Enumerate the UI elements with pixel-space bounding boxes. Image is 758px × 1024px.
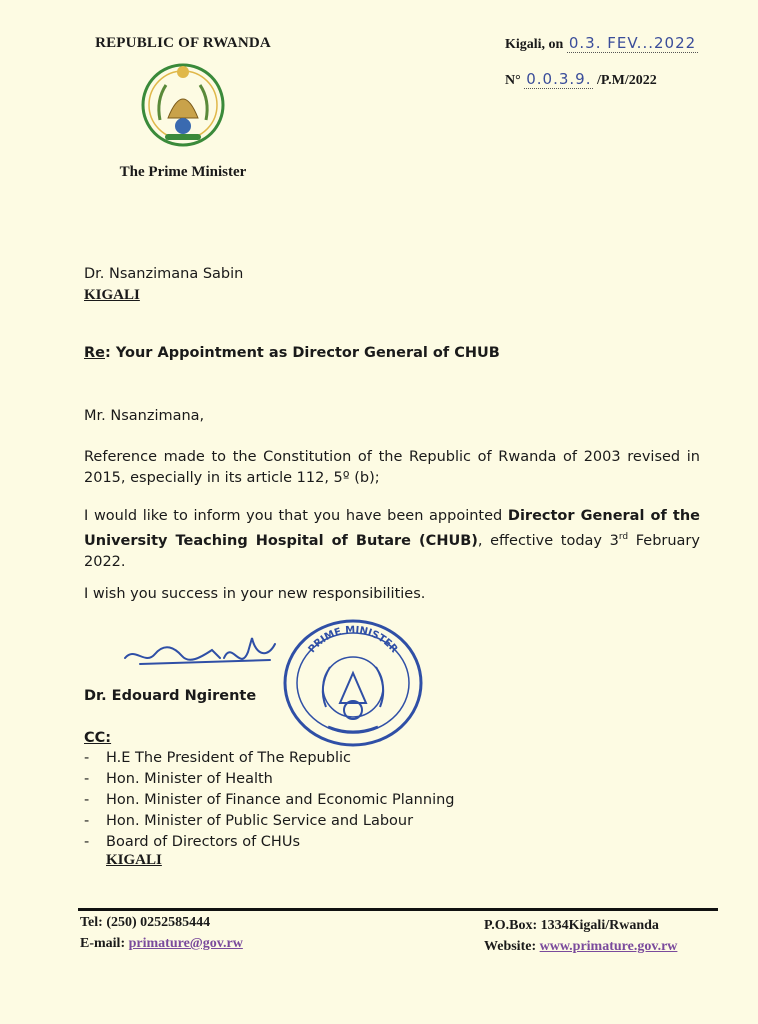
- po-box: P.O.Box: 1334Kigali/Rwanda: [484, 918, 659, 933]
- subject-line: [84, 345, 500, 361]
- subject-re: Re: [84, 345, 105, 361]
- footer-tel: [80, 912, 243, 933]
- footer-address: [484, 915, 677, 957]
- reference-number-line: [505, 70, 705, 106]
- email-label: E-mail:: [80, 936, 126, 951]
- subject-text: : Your Appointment as Director General of CHUB: [105, 345, 500, 361]
- appointment-text-start: I would like to inform you that you have been appointed: [84, 508, 508, 524]
- cc-item: - Hon. Minister of Finance and Economic Planning: [84, 790, 455, 811]
- website-link[interactable]: www.primature.gov.rw: [539, 939, 678, 954]
- cc-city: KIGALI: [106, 852, 162, 868]
- appointment-position: Director General of the University Teaching Hospital of Butare (CHUB): [84, 508, 700, 549]
- number-prefix: N°: [505, 73, 521, 88]
- handwritten-number: 0.0.3.9.: [526, 70, 592, 88]
- signer-name: Dr. Edouard Ngirente: [84, 688, 257, 704]
- place-label: Kigali, on: [505, 37, 564, 52]
- website-label: Website:: [484, 939, 537, 954]
- cc-item: - Board of Directors of CHUs: [84, 832, 455, 853]
- national-emblem-icon: [138, 60, 228, 150]
- cc-list: [84, 748, 455, 853]
- paragraph-reference: Reference made to the Constitution of the Republic of Rwanda of 2003 revised in 2015, especially in its article 112, 5º (b);: [84, 449, 700, 486]
- footer-email: [80, 933, 243, 954]
- recipient-city: KIGALI: [84, 287, 140, 303]
- appointment-text-mid: , effective today 3: [477, 532, 619, 549]
- appointment-text-end: February 2022.: [84, 532, 700, 570]
- ordinal-suffix: rd: [618, 532, 629, 542]
- salutation: Mr. Nsanzimana,: [84, 408, 205, 424]
- handwritten-signature: [120, 628, 290, 678]
- footer-website: [484, 936, 677, 957]
- recipient-name: Dr. Nsanzimana Sabin: [84, 266, 244, 282]
- cc-heading: CC:: [84, 730, 112, 746]
- cc-item: - H.E The President of The Republic: [84, 748, 455, 769]
- date-line: [505, 34, 705, 70]
- tel-value: (250) 0252585444: [106, 915, 211, 930]
- country-name: REPUBLIC OF RWANDA: [95, 35, 271, 51]
- email-link[interactable]: primature@gov.rw: [128, 936, 243, 951]
- paragraph-closing: I wish you success in your new responsibilities.: [84, 586, 426, 602]
- tel-label: Tel:: [80, 915, 103, 930]
- cc-item: - Hon. Minister of Health: [84, 769, 455, 790]
- office-title: The Prime Minister: [119, 164, 247, 180]
- cc-item: - Hon. Minister of Public Service and Labour: [84, 811, 455, 832]
- letterhead-right: [505, 34, 705, 106]
- paragraph-appointment: [84, 506, 700, 573]
- number-suffix: /P.M/2022: [596, 73, 657, 88]
- footer-divider: [78, 908, 718, 911]
- letterhead-left: [78, 35, 288, 181]
- footer-contact: [80, 912, 243, 954]
- handwritten-date: 0.3. FEV...2022: [568, 34, 697, 52]
- official-stamp-icon: [278, 615, 428, 750]
- stamp-title: PRIME MINISTER: [306, 624, 400, 656]
- recipient-block: [84, 264, 243, 306]
